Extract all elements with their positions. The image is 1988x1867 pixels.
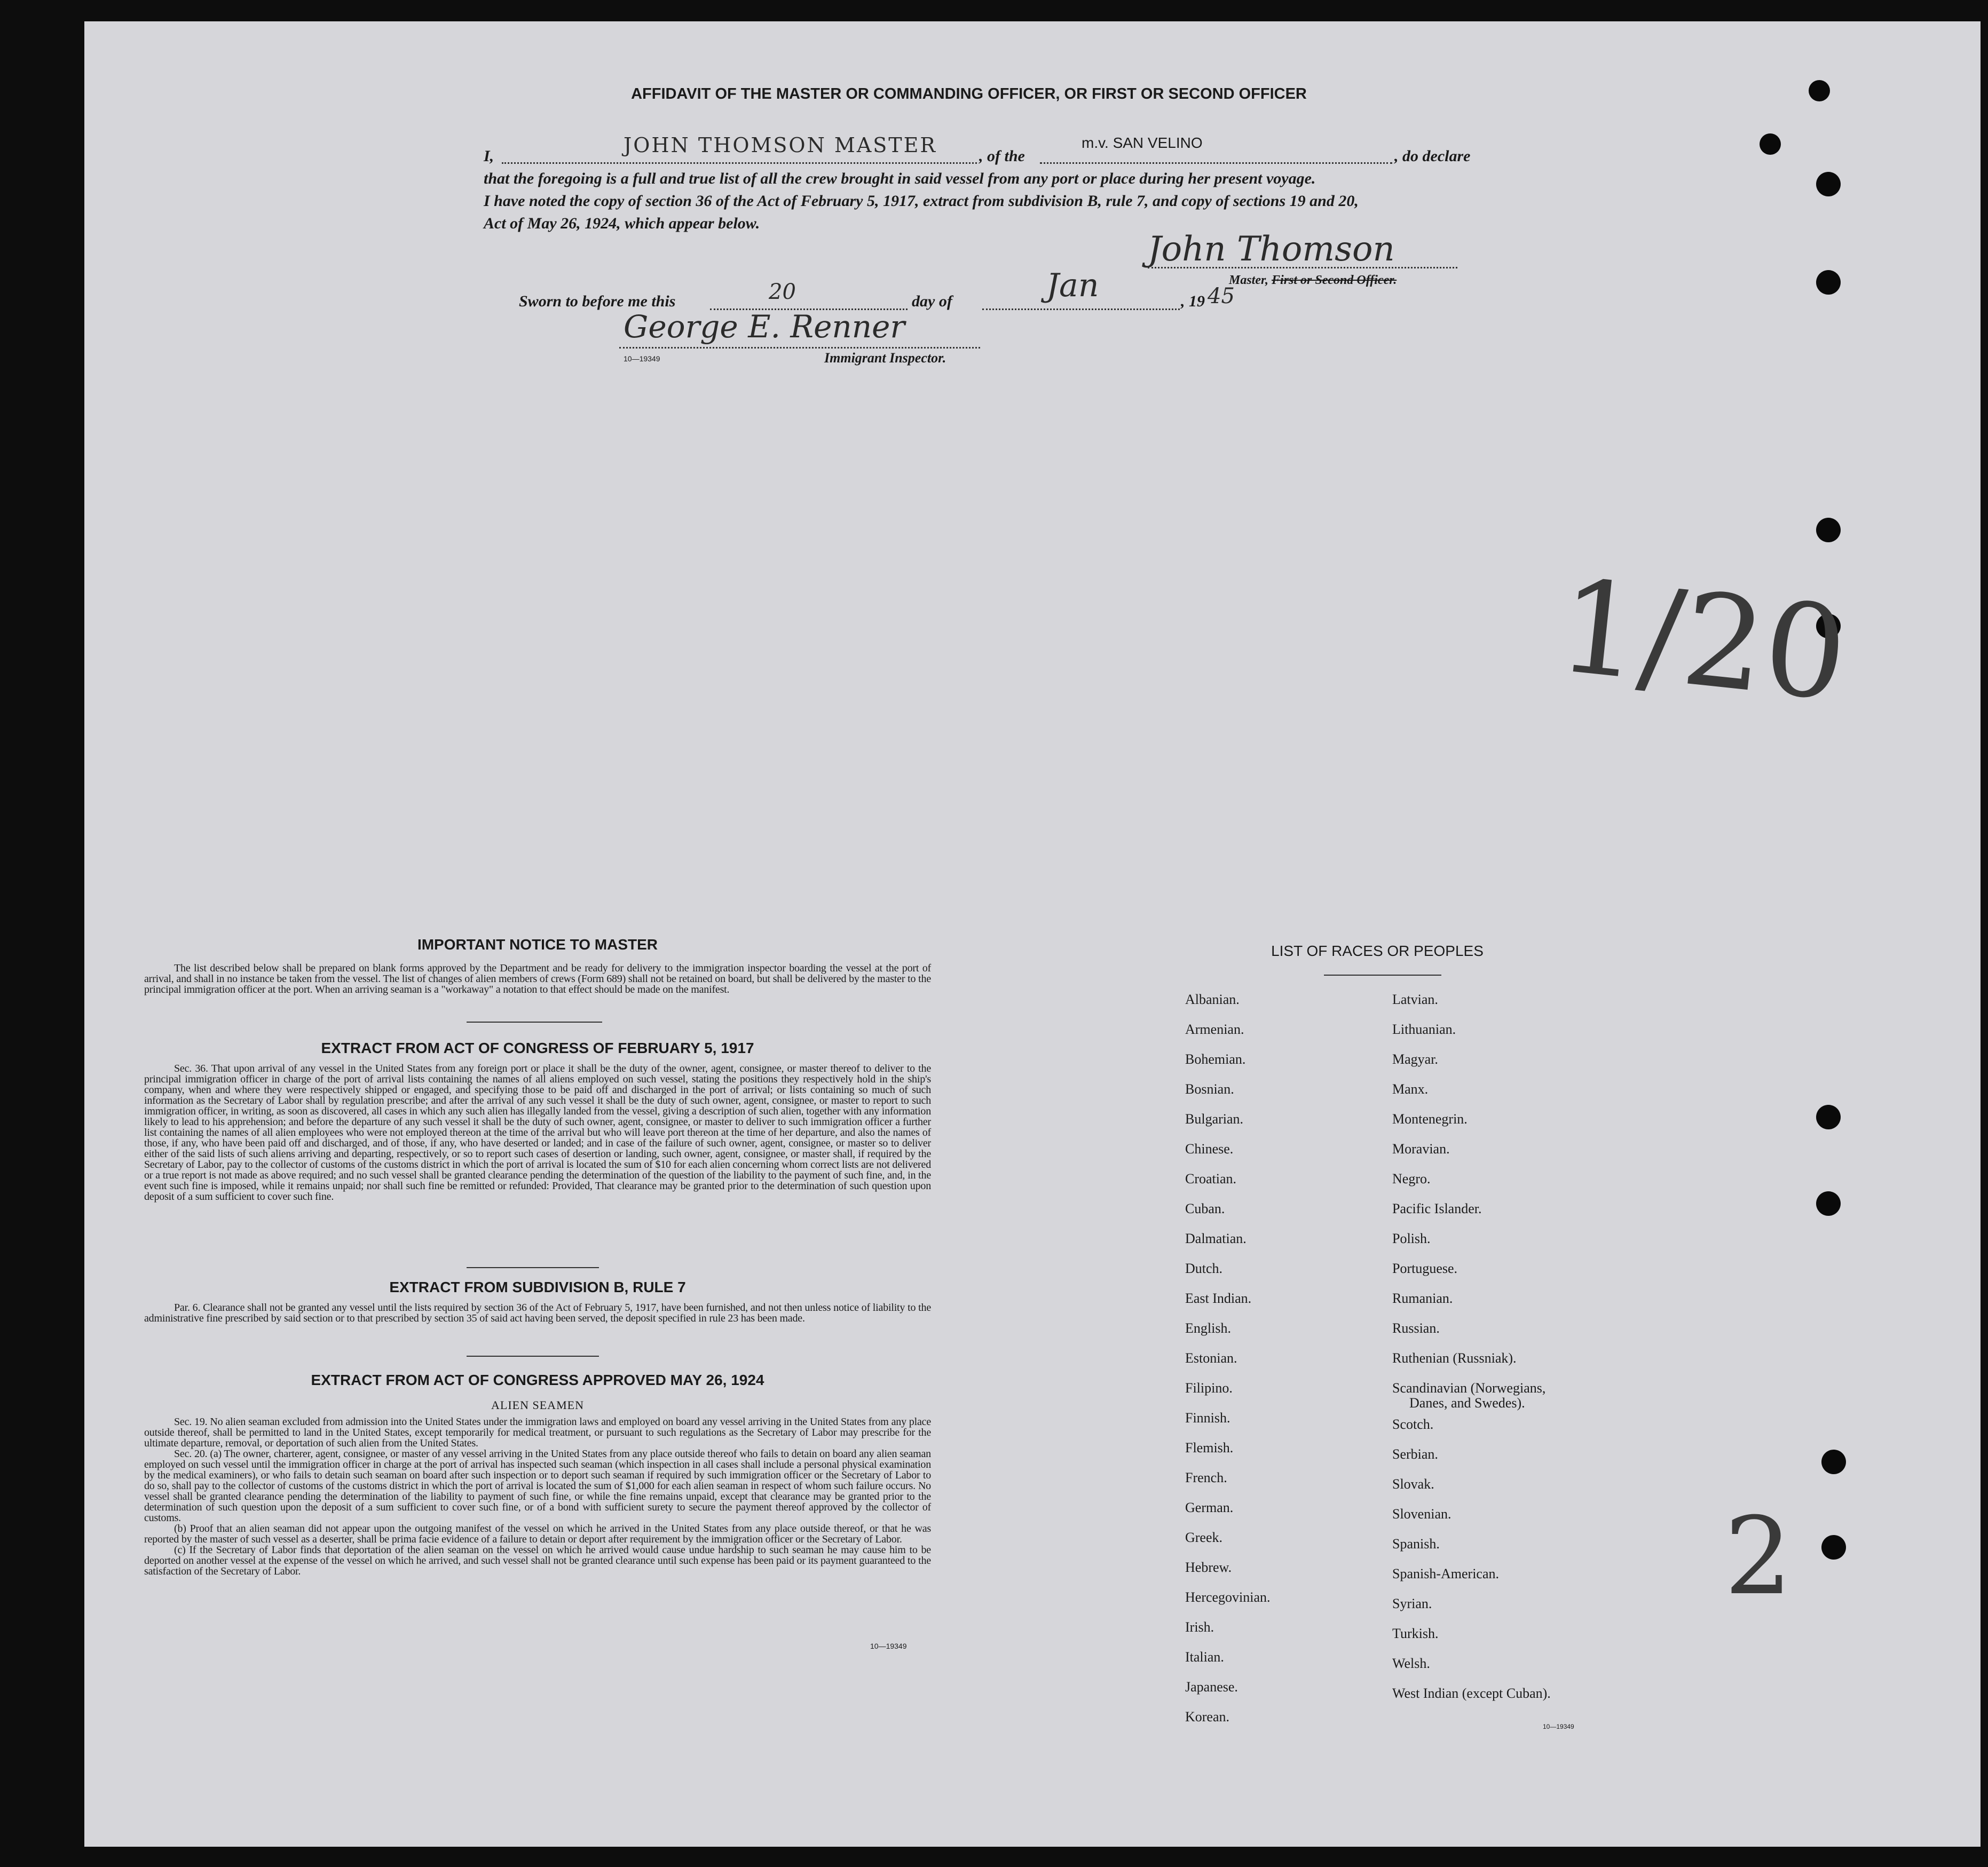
race-item: Armenian. — [1185, 1022, 1244, 1037]
handwritten-date-note: 1/20 — [1551, 551, 1854, 730]
sworn-label: Sworn to before me this — [519, 292, 676, 310]
race-item: Estonian. — [1185, 1350, 1237, 1366]
master-signature-line — [1148, 267, 1457, 268]
race-item: Turkish. — [1392, 1626, 1439, 1641]
race-item: Dutch. — [1185, 1261, 1223, 1276]
year-value: 45 — [1208, 284, 1235, 308]
race-item: Irish. — [1185, 1619, 1214, 1635]
divider — [467, 1022, 602, 1023]
race-item: Syrian. — [1392, 1596, 1432, 1611]
race-item: Greek. — [1185, 1530, 1223, 1545]
vessel-line — [1040, 162, 1392, 164]
race-item: Hercegovinian. — [1185, 1589, 1271, 1605]
of-the-label: , of the — [979, 147, 1025, 165]
section-19-text: Sec. 19. No alien seaman excluded from admission into the United States under the immigration laws and employed on board any vessel arriving in the United States from any place outside thereof, shall be permitted to land in the United States, except temporarily for medical treatment, or pursuant to such regulations as the Secretary of Labor may prescribe for the ultimate departure, removal, or deportation of such alien from the United States. — [144, 1416, 931, 1449]
race-item: Latvian. — [1392, 992, 1438, 1007]
extract-1917-title: EXTRACT FROM ACT OF CONGRESS OF FEBRUARY 5, 1917 — [321, 1040, 754, 1056]
race-item: Bosnian. — [1185, 1081, 1234, 1097]
form-number: 10—19349 — [1543, 1723, 1574, 1730]
race-item: Flemish. — [1185, 1440, 1234, 1455]
divider — [467, 1267, 599, 1268]
binder-hole — [1809, 80, 1830, 101]
month-value: Jan — [1046, 267, 1099, 304]
race-item: Filipino. — [1185, 1380, 1233, 1396]
race-item: Pacific Islander. — [1392, 1201, 1482, 1216]
race-item: Chinese. — [1185, 1141, 1234, 1157]
race-item: Rumanian. — [1392, 1291, 1453, 1306]
affidavit-line-4: Act of May 26, 1924, which appear below. — [484, 215, 760, 232]
master-signature: John Thomson — [1148, 230, 1395, 269]
race-item: Danes, and Swedes). — [1409, 1395, 1525, 1411]
race-item: English. — [1185, 1320, 1231, 1336]
race-item: Polish. — [1392, 1231, 1431, 1246]
race-item: West Indian (except Cuban). — [1392, 1686, 1551, 1701]
declarant-line — [502, 162, 977, 164]
binder-hole — [1816, 270, 1841, 295]
form-number: 10—19349 — [870, 1642, 907, 1650]
race-item: Russian. — [1392, 1320, 1440, 1336]
inspector-line — [619, 347, 980, 349]
rule-7-title: EXTRACT FROM SUBDIVISION B, RULE 7 — [389, 1279, 686, 1295]
race-item: Dalmatian. — [1185, 1231, 1247, 1246]
master-caption: Master, First or Second Officer. — [1229, 273, 1397, 287]
struck-officer-caption: First or Second Officer. — [1272, 273, 1397, 287]
declarant-name: JOHN THOMSON MASTER — [624, 133, 937, 157]
race-item: Bulgarian. — [1185, 1111, 1244, 1127]
notice-text: The list described below shall be prepared on blank forms approved by the Department and be ready for delivery to the immigration inspector boarding the vessel at the port of arrival, and shall in no instance be taken from the vessel. The list of changes of alien members of crews (Form 689) shall not be retained on board, but shall be delivered by the master to the principal immigration officer at the port. When an arriving seaman is a "workaway" a notation to that effect should be made on the manifest. — [144, 962, 931, 995]
extract-1917-text: Sec. 36. That upon arrival of any vessel in the United States from any foreign port or place it shall be the duty of the owner, agent, consignee, or master thereof to deliver to the principal immigration officer in charge of the port of arrival lists containing the names of all aliens employed on such vessel, stating the positions they respectively hold in the ship's company, when and where they were respectively shipped or engaged, and specifying those to be paid off and discharged in the port of arrival; or lists containing so much of such information as the Secretary of Labor shall by regulation prescribe; and after the arrival of any such vessel it shall be the duty of such owner, agent, consignee, or master to report to such immigration officer, in writing, as soon as discovered, all cases in which any such alien has illegally landed from the vessel, giving a description of such alien, together with any information likely to lead to his apprehension; and before the departure of any such vessel it shall be the duty of such owner, agent, consignee, or master to deliver to such immigration officer a further list containing the names of all alien employees who were not employed thereon at the time of the arrival but who will leave port thereon at the time of her departure, and also the names of those, if any, who have been paid off and discharged, and of those, if any, who have deserted or landed; and in case of the failure of such owner, agent, consignee, or master so to deliver either of the said lists of such aliens arriving and departing, respectively, or so to report such cases of desertion or landing, such owner, agent, consignee, or master shall, if required by the Secretary of Labor, pay to the collector of customs of the customs district in which the port of arrival is located the sum of $10 for each alien concerning whom correct lists are not delivered or a true report is not made as above required; and no such vessel shall be granted clearance pending the determination of the question of the liability to the payment of such fine, and, in the event such fine is imposed, while it remains unpaid; nor shall such fine be remitted or refunded: Provided, That clearance may be granted prior to the determination of such question upon deposit of a sum sufficient to cover such fine. — [144, 1063, 931, 1203]
race-item: Spanish-American. — [1392, 1566, 1500, 1581]
race-item: Bohemian. — [1185, 1051, 1246, 1067]
extract-1924-body — [144, 1417, 931, 1577]
race-item: Japanese. — [1185, 1679, 1238, 1695]
affidavit-i: I, — [484, 147, 494, 165]
year-prefix: , 19 — [1181, 292, 1205, 310]
day-value: 20 — [769, 280, 796, 304]
divider — [1324, 975, 1441, 976]
race-item: Korean. — [1185, 1709, 1230, 1724]
binder-hole — [1821, 1450, 1846, 1474]
binder-hole — [1760, 133, 1781, 155]
form-number: 10—19349 — [624, 354, 660, 363]
race-item: East Indian. — [1185, 1291, 1252, 1306]
inspector-caption: Immigrant Inspector. — [824, 350, 946, 366]
race-item: French. — [1185, 1470, 1227, 1485]
race-item: Scandinavian (Norwegians, — [1392, 1380, 1546, 1396]
race-item: Lithuanian. — [1392, 1022, 1456, 1037]
vessel-name: m.v. SAN VELINO — [1082, 135, 1203, 151]
race-item: Serbian. — [1392, 1446, 1438, 1462]
races-title: LIST OF RACES OR PEOPLES — [1271, 943, 1484, 959]
race-item: Slovenian. — [1392, 1506, 1451, 1522]
race-item: Cuban. — [1185, 1201, 1225, 1216]
race-item: Portuguese. — [1392, 1261, 1458, 1276]
race-item: Magyar. — [1392, 1051, 1438, 1067]
race-item: Finnish. — [1185, 1410, 1230, 1426]
section-20c-text: (c) If the Secretary of Labor finds that deportation of the alien seaman on the vessel on which he arrived would cause undue hardship to such seaman he may cause him to be deported on another vessel at the expense of the vessel on which he arrived, and such vessel shall not be granted clearance until such expense has been paid or its payment guaranteed to the satisfaction of the Secretary of Labor. — [144, 1544, 931, 1577]
race-item: Negro. — [1392, 1171, 1431, 1186]
race-item: Manx. — [1392, 1081, 1429, 1097]
notice-title: IMPORTANT NOTICE TO MASTER — [417, 936, 658, 953]
race-item: Ruthenian (Russniak). — [1392, 1350, 1517, 1366]
divider — [467, 1356, 599, 1357]
binder-hole — [1816, 1191, 1841, 1216]
month-line — [982, 308, 1180, 310]
extract-1924-title: EXTRACT FROM ACT OF CONGRESS APPROVED MAY 26, 1924 — [311, 1372, 764, 1388]
binder-hole — [1821, 1535, 1846, 1560]
section-20b-text: (b) Proof that an alien seaman did not appear upon the outgoing manifest of the vessel on which he arrived in the United States from any place outside thereof, or that he was reported by the master of such vessel as a deserter, shall be prima facie evidence of a failure to detain or deport after requirement by the immigration officer or the Secretary of Labor. — [144, 1523, 931, 1545]
do-declare-label: , do declare — [1394, 147, 1471, 165]
race-item: Slovak. — [1392, 1476, 1434, 1492]
race-item: Moravian. — [1392, 1141, 1450, 1157]
affidavit-line-2: that the foregoing is a full and true list of all the crew brought in said vessel from any port or place during her present voyage. — [484, 170, 1316, 187]
alien-seamen-subtitle: ALIEN SEAMEN — [491, 1398, 584, 1412]
race-item: Spanish. — [1392, 1536, 1440, 1552]
binder-hole — [1816, 1105, 1841, 1129]
race-item: Scotch. — [1392, 1417, 1434, 1432]
race-item: Welsh. — [1392, 1656, 1430, 1671]
binder-hole — [1816, 518, 1841, 542]
day-of-label: day of — [912, 292, 952, 310]
rule-7-text: Par. 6. Clearance shall not be granted any vessel until the lists required by section 36 of the Act of February 5, 1917, have been furnished, and not then unless notice of liability to the administrative fine prescribed by said section or to that prescribed by section 35 of said act having been served, the deposit specified in rule 23 has been made. — [144, 1302, 931, 1324]
affidavit-line-3: I have noted the copy of section 36 of the Act of February 5, 1917, extract from subdivision B, rule 7, and copy of sections 19 and 20, — [484, 192, 1359, 210]
race-item: Croatian. — [1185, 1171, 1237, 1186]
binder-hole — [1816, 172, 1841, 196]
handwritten-page-number: 2 — [1724, 1494, 1793, 1619]
race-item: Italian. — [1185, 1649, 1224, 1665]
race-item: Hebrew. — [1185, 1560, 1232, 1575]
race-item: German. — [1185, 1500, 1234, 1515]
affidavit-title: AFFIDAVIT OF THE MASTER OR COMMANDING OFFICER, OR FIRST OR SECOND OFFICER — [631, 85, 1307, 102]
inspector-signature: George E. Renner — [624, 308, 905, 345]
section-20a-text: Sec. 20. (a) The owner, charterer, agent, consignee, or master of any vessel arriving in the United States from any place outside thereof who fails to detain on board any alien seaman employed on such vessel until the immigration officer in charge at the port of arrival has inspected such seaman (which inspection in all cases shall include a personal physical examination by the medical examiners), or who fails to detain such seaman on board after such inspection or to deport such seaman if required by such immigration officer or the Secretary of Labor to do so, shall pay to the collector of customs of the customs district in which the port of arrival is located the sum of $1,000 for each alien seaman in respect of whom such failure occurs. No vessel shall be granted clearance pending the determination of the liability to payment of such fine, or while the fine remains unpaid, except that clearance may be granted prior to the determination of such question upon the deposit of a sum sufficient to cover such fine, or of a bond with sufficient surety to secure the payment thereof approved by the collector of customs. — [144, 1448, 931, 1524]
race-item: Montenegrin. — [1392, 1111, 1468, 1127]
race-item: Albanian. — [1185, 992, 1240, 1007]
